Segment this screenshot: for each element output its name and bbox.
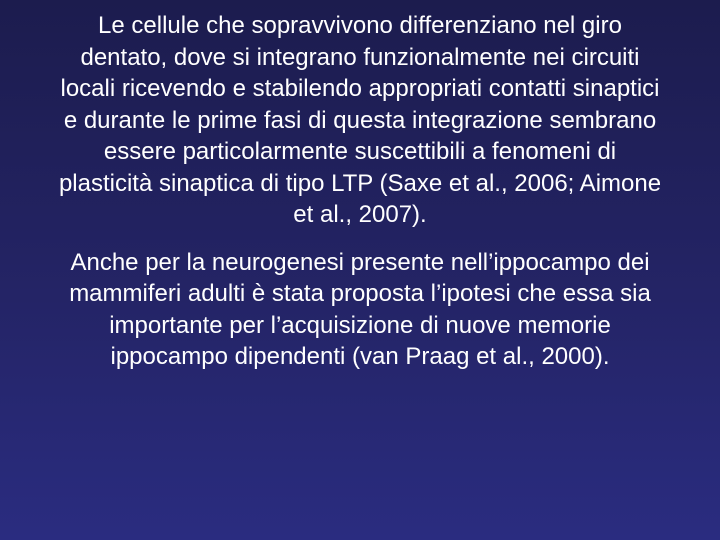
body-paragraph-2: Anche per la neurogenesi presente nell’ippocampo dei mammiferi adulti è stata proposta l’ipotesi che essa sia importante per l’acquisizione di nuove memorie ippocampo dipendenti (van Praag et al., 2000). [69, 248, 651, 370]
body-paragraph-1: Le cellule che sopravvivono differenziano nel giro dentato, dove si integrano funzionalmente nei circuiti locali ricevendo e stabilendo appropriati contatti sinaptici e durante le prime fasi di questa integrazione sembrano essere particolarmente suscettibili a fenomeni di plasticità sinaptica di tipo LTP (Saxe et al., 2006; Aimone et al., 2007). [58, 12, 662, 228]
